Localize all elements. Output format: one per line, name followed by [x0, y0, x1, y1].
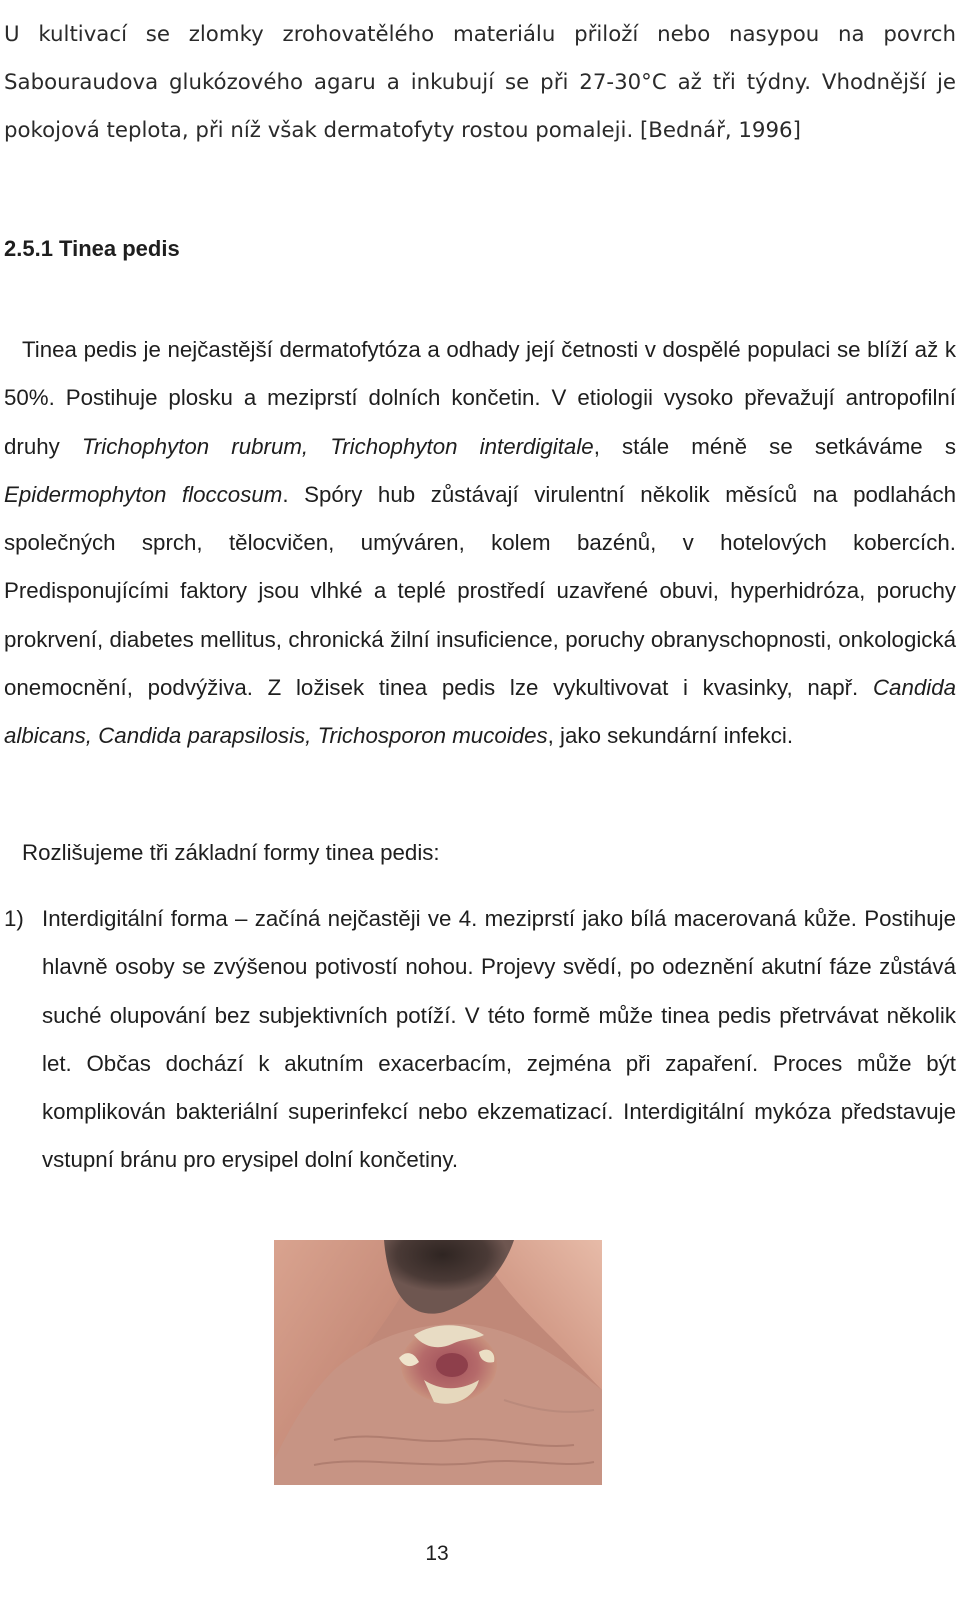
species-names-1: Trichophyton rubrum, Trichophyton interdigitale: [81, 433, 594, 459]
paragraph-text-2: , stále méně se setkáváme s: [593, 433, 956, 459]
paragraph-cultivation: U kultivací se zlomky zrohovatělého materiálu přiloží nebo nasypou na povrch Sabouraudova glukózového agaru a inkubují se při 27-30°C až tři týdny. Vhodnější je pokojová teplota, při níž však dermatofyty rostou pomaleji. [Bednář, 1996]: [4, 22, 956, 144]
section-heading: 2.5.1 Tinea pedis: [4, 236, 180, 261]
tinea-pedis-photo: [274, 1240, 602, 1485]
species-names-3: Candida albicans, Candida parapsilosis, Trichosporon mucoides: [4, 675, 956, 749]
list-item-text: Interdigitální forma – začíná nejčastěji ve 4. meziprstí jako bílá macerovaná kůže. Postihuje hlavně osoby se zvýšenou potivostí nohou. Projevy svědí, po odeznění akutní fáze zůstává suché olupování bez subjektivních potíží. V této formě může tinea pedis přetrvávat několik let. Občas dochází k akutním exacerbacím, zejména při zapaření. Proces může být komplikován bakteriální superinfekcí nebo ekzematizací. Interdigitální mykóza představuje vstupní bránu pro erysipel dolní končetiny.: [42, 906, 956, 1173]
list-item-number: 1): [4, 906, 24, 931]
page-number: 13: [425, 1542, 449, 1565]
paragraph-text-3: . Spóry hub zůstávají virulentní několik měsíců na podlahách společných sprch, tělocvičen, umýváren, kolem bazénů, v hotelových kobercích. Predisponujícími faktory jsou vlhké a teplé prostředí uzavřené obuvi, hyperhidróza, poruchy prokrvení, diabetes mellitus, chronická žilní insuficience, poruchy obranyschopnosti, onkologická onemocnění, podvýživa. Z ložisek tinea pedis lze vykultivovat i kvasinky, např.: [4, 481, 956, 701]
species-names-2: Epidermophyton floccosum: [4, 481, 283, 507]
paragraph-tinea-pedis: [4, 326, 956, 761]
forms-list: [4, 895, 956, 1185]
paragraph-forms-intro: Rozlišujeme tři základní formy tinea pedis:: [22, 840, 440, 865]
interdigital-lesion-image: [274, 1240, 602, 1485]
paragraph-text-4: , jako sekundární infekci.: [547, 723, 794, 749]
paragraph-text-1: Tinea pedis je nejčastější dermatofytóza a odhady její četnosti v dospělé populaci se blíží až k 50%. Postihuje plosku a meziprstí dolních končetin. V etiologii vysoko převažují antropofilní druhy: [4, 337, 956, 459]
